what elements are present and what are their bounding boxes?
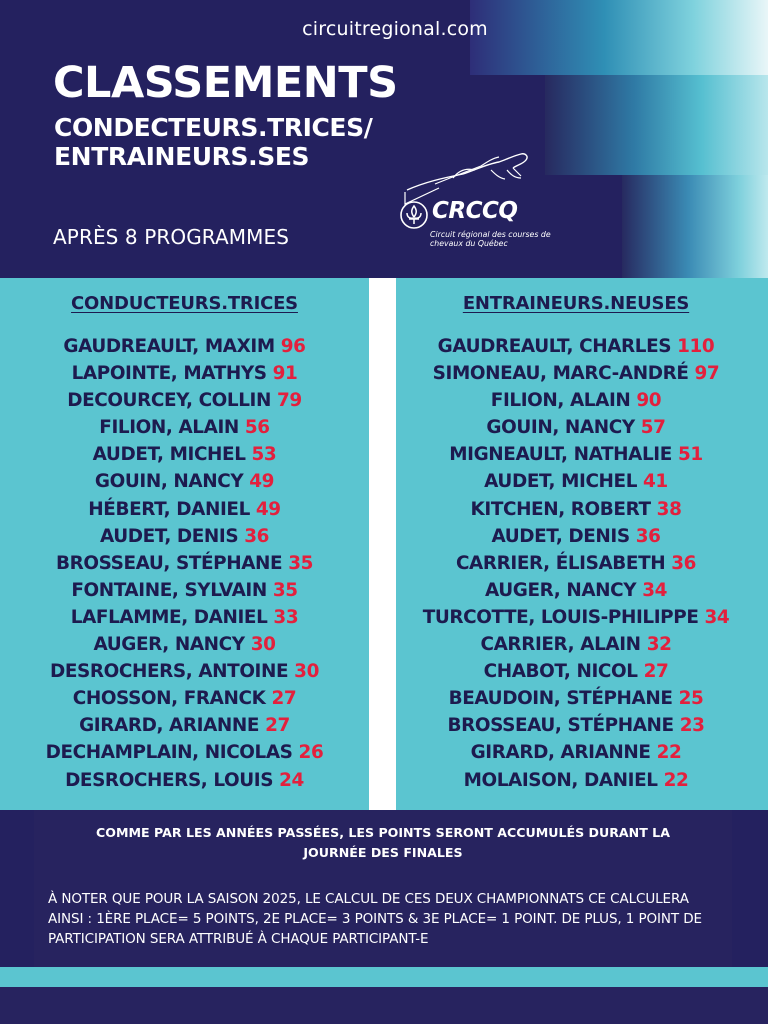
competitor-name: LAFLAMME, DANIEL — [70, 606, 268, 628]
points-value: 49 — [249, 471, 275, 493]
points-value: 32 — [646, 634, 672, 656]
decorative-stripe — [622, 175, 768, 278]
header — [0, 0, 768, 278]
list-item — [396, 441, 756, 468]
competitor-name: CARRIER, ÉLISABETH — [455, 552, 666, 574]
points-value: 33 — [273, 606, 299, 628]
list-item — [0, 414, 369, 441]
competitor-name: GAUDREAULT, MAXIM — [63, 336, 275, 357]
page-subtitle — [54, 113, 372, 171]
points-value: 53 — [251, 444, 277, 466]
list-item — [396, 414, 756, 441]
footer-bar — [0, 987, 768, 1024]
competitor-name: HÉBERT, DANIEL — [88, 498, 250, 520]
list-item — [0, 577, 369, 604]
points-value: 49 — [255, 498, 281, 520]
points-value: 23 — [679, 715, 705, 737]
decorative-stripe — [545, 75, 768, 175]
points-value: 34 — [642, 579, 667, 601]
crccq-logo — [395, 148, 570, 268]
list-item — [396, 631, 756, 658]
competitor-name: AUGER, NANCY — [485, 579, 637, 601]
page-title: CLASSEMENTS — [53, 58, 398, 108]
points-value: 27 — [265, 715, 290, 737]
competitor-name: DECHAMPLAIN, NICOLAS — [45, 742, 293, 764]
points-value: 96 — [280, 336, 306, 357]
info-box — [34, 810, 732, 967]
competitor-name: DESROCHERS, LOUIS — [65, 769, 274, 791]
points-value: 25 — [678, 688, 704, 710]
programs-count: APRÈS 8 PROGRAMMES — [53, 225, 290, 249]
subtitle-line: CONDECTEURS.TRICES/ — [54, 113, 373, 142]
points-value: 51 — [677, 444, 703, 466]
competitor-name: TURCOTTE, LOUIS-PHILIPPE — [422, 606, 699, 628]
list-item — [0, 441, 369, 468]
list-item — [396, 658, 756, 685]
list-item — [396, 550, 756, 577]
points-value: 90 — [636, 390, 662, 412]
competitor-name: LAPOINTE, MATHYS — [71, 363, 267, 385]
logo-tagline: Circuit régional des courses de chevaux du Québec — [430, 230, 551, 248]
competitor-name: BEAUDOIN, STÉPHANE — [448, 688, 673, 710]
trainers-heading: ENTRAINEURS.NEUSES — [462, 293, 690, 314]
points-value: 27 — [271, 688, 297, 710]
competitor-name: FILION, ALAIN — [490, 390, 631, 412]
competitor-name: BROSSEAU, STÉPHANE — [447, 715, 674, 737]
list-item — [396, 604, 756, 631]
list-item — [0, 739, 369, 766]
points-value: 36 — [635, 525, 661, 547]
list-item — [0, 658, 369, 685]
points-value: 35 — [288, 552, 314, 574]
competitor-name: DESROCHERS, ANTOINE — [50, 661, 289, 683]
site-url[interactable]: circuitregional.com — [302, 18, 488, 40]
points-value: 26 — [298, 742, 324, 764]
competitor-name: FONTAINE, SYLVAIN — [71, 579, 267, 601]
logo-name: CRCCQ — [432, 198, 518, 224]
points-value: 38 — [656, 498, 682, 520]
column-divider — [369, 278, 396, 810]
points-value: 24 — [279, 769, 304, 791]
points-value: 97 — [694, 363, 720, 385]
list-item — [396, 577, 756, 604]
list-item — [0, 685, 369, 712]
competitor-name: BROSSEAU, STÉPHANE — [55, 552, 283, 574]
list-item — [0, 604, 369, 631]
list-item — [0, 631, 369, 658]
points-value: 110 — [677, 336, 715, 357]
drivers-list — [0, 333, 369, 794]
competitor-name: GOUIN, NANCY — [94, 471, 244, 493]
points-value: 30 — [294, 661, 319, 683]
points-value: 36 — [244, 525, 270, 547]
points-value: 27 — [643, 661, 669, 683]
list-item — [396, 333, 756, 360]
points-value: 30 — [250, 634, 276, 656]
footer-separator — [0, 967, 768, 987]
points-value: 79 — [277, 390, 302, 412]
points-value: 34 — [704, 606, 730, 628]
list-item — [0, 523, 369, 550]
competitor-name: SIMONEAU, MARC-ANDRÉ — [432, 363, 689, 385]
competitor-name: FILION, ALAIN — [99, 417, 239, 439]
competitor-name: CHOSSON, FRANCK — [72, 688, 266, 710]
points-value: 91 — [272, 363, 298, 385]
list-item — [396, 387, 756, 414]
list-item — [0, 387, 369, 414]
list-item — [396, 767, 756, 794]
info-headline: COMME PAR LES ANNÉES PASSÉES, LES POINTS SERONT ACCUMULÉS DURANT LA JOURNÉE DES FINALES — [96, 825, 670, 860]
list-item — [396, 685, 756, 712]
competitor-name: AUGER, NANCY — [93, 634, 245, 656]
competitor-name: GOUIN, NANCY — [486, 417, 635, 439]
competitor-name: AUDET, MICHEL — [92, 444, 246, 466]
fleur-de-lis-icon — [399, 200, 429, 230]
list-item — [0, 333, 369, 360]
list-item — [396, 468, 756, 495]
competitor-name: MOLAISON, DANIEL — [463, 769, 658, 791]
list-item — [0, 767, 369, 794]
competitor-name: GAUDREAULT, CHARLES — [437, 336, 672, 357]
competitor-name: GIRARD, ARIANNE — [470, 742, 651, 764]
info-text: À NOTER QUE POUR LA SAISON 2025, LE CALCUL DE CES DEUX CHAMPIONNATS CE CALCULERA AINSI : 1ÈRE PLACE= 5 POINTS, 2E PLACE= 3 POINTS & 3E PLACE= 1 POINT. DE PLUS, 1 POINT DE PARTICIPATION SERA ATTRIBUÉ À CHAQUE PARTICIPANT-E — [48, 891, 702, 947]
competitor-name: MIGNEAULT, NATHALIE — [449, 444, 672, 466]
points-value: 36 — [671, 552, 697, 574]
competitor-name: AUDET, DENIS — [491, 525, 630, 547]
list-item — [0, 496, 369, 523]
points-value: 35 — [272, 579, 298, 601]
competitor-name: KITCHEN, ROBERT — [470, 498, 651, 520]
list-item — [396, 496, 756, 523]
points-value: 41 — [643, 471, 668, 493]
points-value: 22 — [656, 742, 682, 764]
list-item — [0, 360, 369, 387]
subtitle-line: ENTRAINEURS.SES — [54, 142, 310, 171]
competitor-name: DECOURCEY, COLLIN — [67, 390, 271, 412]
drivers-heading: CONDUCTEURS.TRICES — [71, 293, 298, 314]
list-item — [0, 712, 369, 739]
points-value: 56 — [244, 417, 270, 439]
list-item — [396, 360, 756, 387]
trainers-list — [396, 333, 756, 794]
list-item — [0, 550, 369, 577]
competitor-name: GIRARD, ARIANNE — [79, 715, 260, 737]
competitor-name: CHABOT, NICOL — [483, 661, 638, 683]
list-item — [396, 523, 756, 550]
competitor-name: AUDET, DENIS — [99, 525, 239, 547]
list-item — [396, 712, 756, 739]
competitor-name: CARRIER, ALAIN — [480, 634, 641, 656]
list-item — [396, 739, 756, 766]
points-value: 22 — [663, 769, 689, 791]
list-item — [0, 468, 369, 495]
competitor-name: AUDET, MICHEL — [484, 471, 638, 493]
points-value: 57 — [640, 417, 666, 439]
